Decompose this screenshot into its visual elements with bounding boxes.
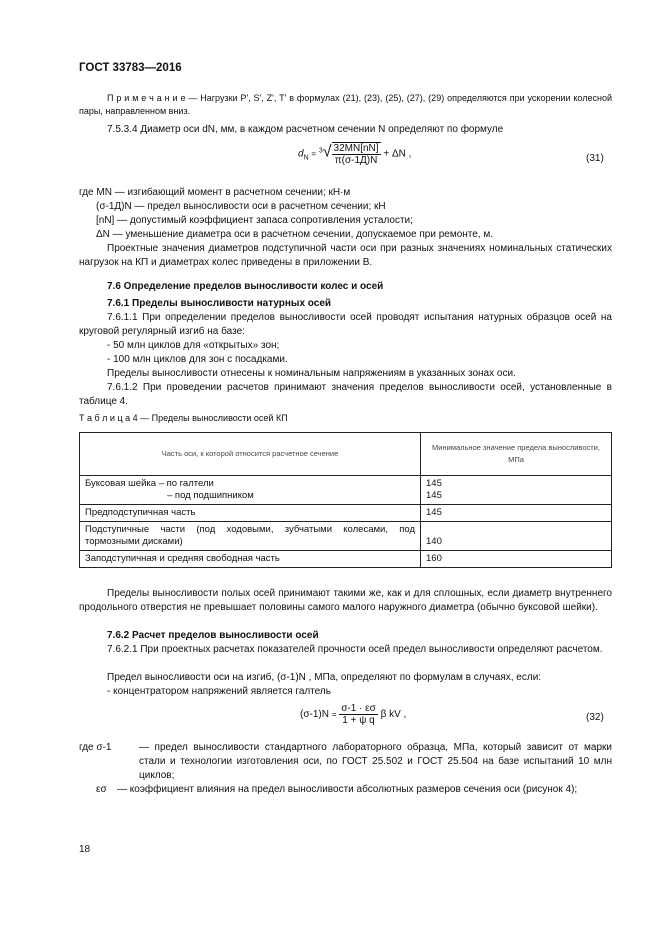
formula32-tail: β kV , [380, 709, 407, 721]
paragraph-design: Проектные значения диаметров подступичной части оси при разных значениях номинальных статических нагрузок на КП и диаметрах колес приведены в приложении В. [79, 243, 612, 268]
paragraph-7612: 7.6.1.2 При проведении расчетов принимают значения пределов выносливости осей, установленные в таблице 4. [79, 382, 612, 407]
paragraph-7611: 7.6.1.1 При определении пределов выносливости осей проводят испытания натурных образцов осей на круговой регулярный изгиб на базе: [79, 312, 612, 337]
definition-symbol: (σ-1Д)N [96, 201, 132, 212]
paragraph-7621: 7.6.2.1 При проектных расчетах показателей прочности осей предел выносливости определяют расчетом. [107, 644, 603, 655]
definition-text: — изгибающий момент в расчетном сечении; кН·м [111, 187, 351, 198]
definition-item [79, 783, 612, 797]
definition-symbol: где σ-1 [79, 742, 112, 753]
table-row [80, 551, 612, 568]
definition-text: — уменьшение диаметра оси в расчетном сечении, допускаемое при ремонте, м. [109, 229, 494, 240]
page-number: 18 [79, 844, 91, 855]
formula31-denominator: π(σ-1Д)N [334, 155, 378, 166]
list-1 [107, 339, 288, 367]
table-cell-value: 160 [421, 551, 612, 568]
definition-text: — допустимый коэффициент запаса сопротивления усталости; [114, 215, 413, 226]
formula32-numerator: σ-1 · εσ [341, 703, 376, 714]
formula32-eq: = [331, 710, 337, 720]
definition-symbol: εσ [96, 784, 107, 795]
definition-item [79, 228, 612, 242]
formula32-lhs: (σ-1)N [300, 709, 329, 721]
formula31-number: (31) [586, 153, 604, 164]
table-cell-text: Буксовая шейка – по галтели [85, 478, 214, 489]
table-cell-value: 145 [426, 490, 442, 501]
table-header-value: Минимальное значение предела выносливости, МПа [421, 433, 612, 476]
formula-32 [300, 703, 406, 726]
definition-symbol: ΔN [96, 229, 110, 240]
radical-icon: √ [322, 143, 332, 161]
table-caption-text: 4 — Пределы выносливости осей КП [130, 413, 288, 423]
formula31-sub: N [303, 154, 309, 162]
definition-item [79, 741, 612, 783]
definition-symbol: где MN [79, 187, 112, 198]
table-cell: Подступичные части (под ходовыми, зубчатыми колесами, под тормозными дисками) [80, 522, 421, 551]
table-cell-value: 145 [426, 478, 442, 489]
definitions-32 [79, 741, 612, 797]
definition-item [79, 214, 612, 228]
table-4 [79, 432, 612, 568]
definitions-31 [79, 186, 612, 242]
definition-item [79, 186, 612, 200]
formula31-root-index: 3 [318, 147, 323, 155]
paragraph-limit: Предел выносливости оси на изгиб, (σ-1)N , МПа, определяют по формулам в случаях, если: [107, 672, 542, 683]
note-text: — Нагрузки P', S', Z', T' в формулах (21), (23), (25), (27), (29) определяются при ускорении колесной пары, направленном вниз. [79, 93, 612, 116]
formula31-lhs: d [298, 148, 304, 160]
definition-item [79, 200, 612, 214]
table-cell [421, 476, 612, 505]
formula31-tail: + ΔN , [383, 148, 412, 160]
table-caption [79, 412, 288, 425]
list-2-item: - концентратором напряжений является галтель [107, 686, 331, 697]
table-cell-value: 145 [421, 505, 612, 522]
definition-text: — предел выносливости стандартного лабораторного образца, МПа, который зависит от марки стали и технологии изготовления оси, по ГОСТ 25.502 и ГОСТ 25.504 на базе испытаний 10 млн циклов; [139, 742, 612, 781]
section-heading-7-6-1: 7.6.1 Пределы выносливости натурных осей [107, 298, 332, 309]
section-heading-7-6: 7.6 Определение пределов выносливости колес и осей [107, 281, 384, 292]
note [79, 92, 612, 118]
table-header-row [80, 433, 612, 476]
table-cell-value: 140 [421, 522, 612, 551]
table-row [80, 476, 612, 505]
formula31-numerator: 32MN[nN] [333, 143, 379, 154]
list-item: - 50 млн циклов для «открытых» зон; [107, 340, 280, 351]
paragraph-7534: 7.5.3.4 Диаметр оси dN, мм, в каждом расчетном сечении N определяют по формуле [107, 124, 504, 135]
paragraph-hollow: Пределы выносливости полых осей принимают такими же, как и для сплошных, если диаметр внутреннего продольного отверстия не превышает половины самого малого наружного диаметра (обычно буксовой шейки). [79, 588, 612, 613]
formula31-eq: = [311, 149, 317, 159]
definition-symbol: [nN] [96, 215, 115, 226]
table-cell-text: – под подшипником [167, 490, 254, 501]
formula32-denominator: 1 + ψ q [342, 715, 375, 726]
table-cell [80, 476, 421, 505]
table-cell: Предподступичная часть [80, 505, 421, 522]
list-item: - 100 млн циклов для зон с посадками. [107, 354, 288, 365]
section-heading-7-6-2: 7.6.2 Расчет пределов выносливости осей [107, 630, 319, 641]
paragraph-nominal: Пределы выносливости отнесены к номинальным напряжениям в указанных зонах оси. [107, 368, 516, 379]
definition-text: — коэффициент влияния на предел выносливости абсолютных размеров сечения оси (рисунок 4); [117, 784, 578, 795]
note-label: П р и м е ч а н и е [107, 93, 186, 103]
formula-31 [298, 142, 411, 166]
formula32-number: (32) [586, 712, 604, 723]
definition-text: — предел выносливости оси в расчетном сечении; кН [131, 201, 386, 212]
table-header-part: Часть оси, к которой относится расчетное сечение [80, 433, 421, 476]
table-cell: Заподступичная и средняя свободная часть [80, 551, 421, 568]
document-header: ГОСТ 33783—2016 [79, 62, 182, 74]
table-row [80, 522, 612, 551]
table-row [80, 505, 612, 522]
table-caption-label: Т а б л и ц а [79, 413, 131, 423]
